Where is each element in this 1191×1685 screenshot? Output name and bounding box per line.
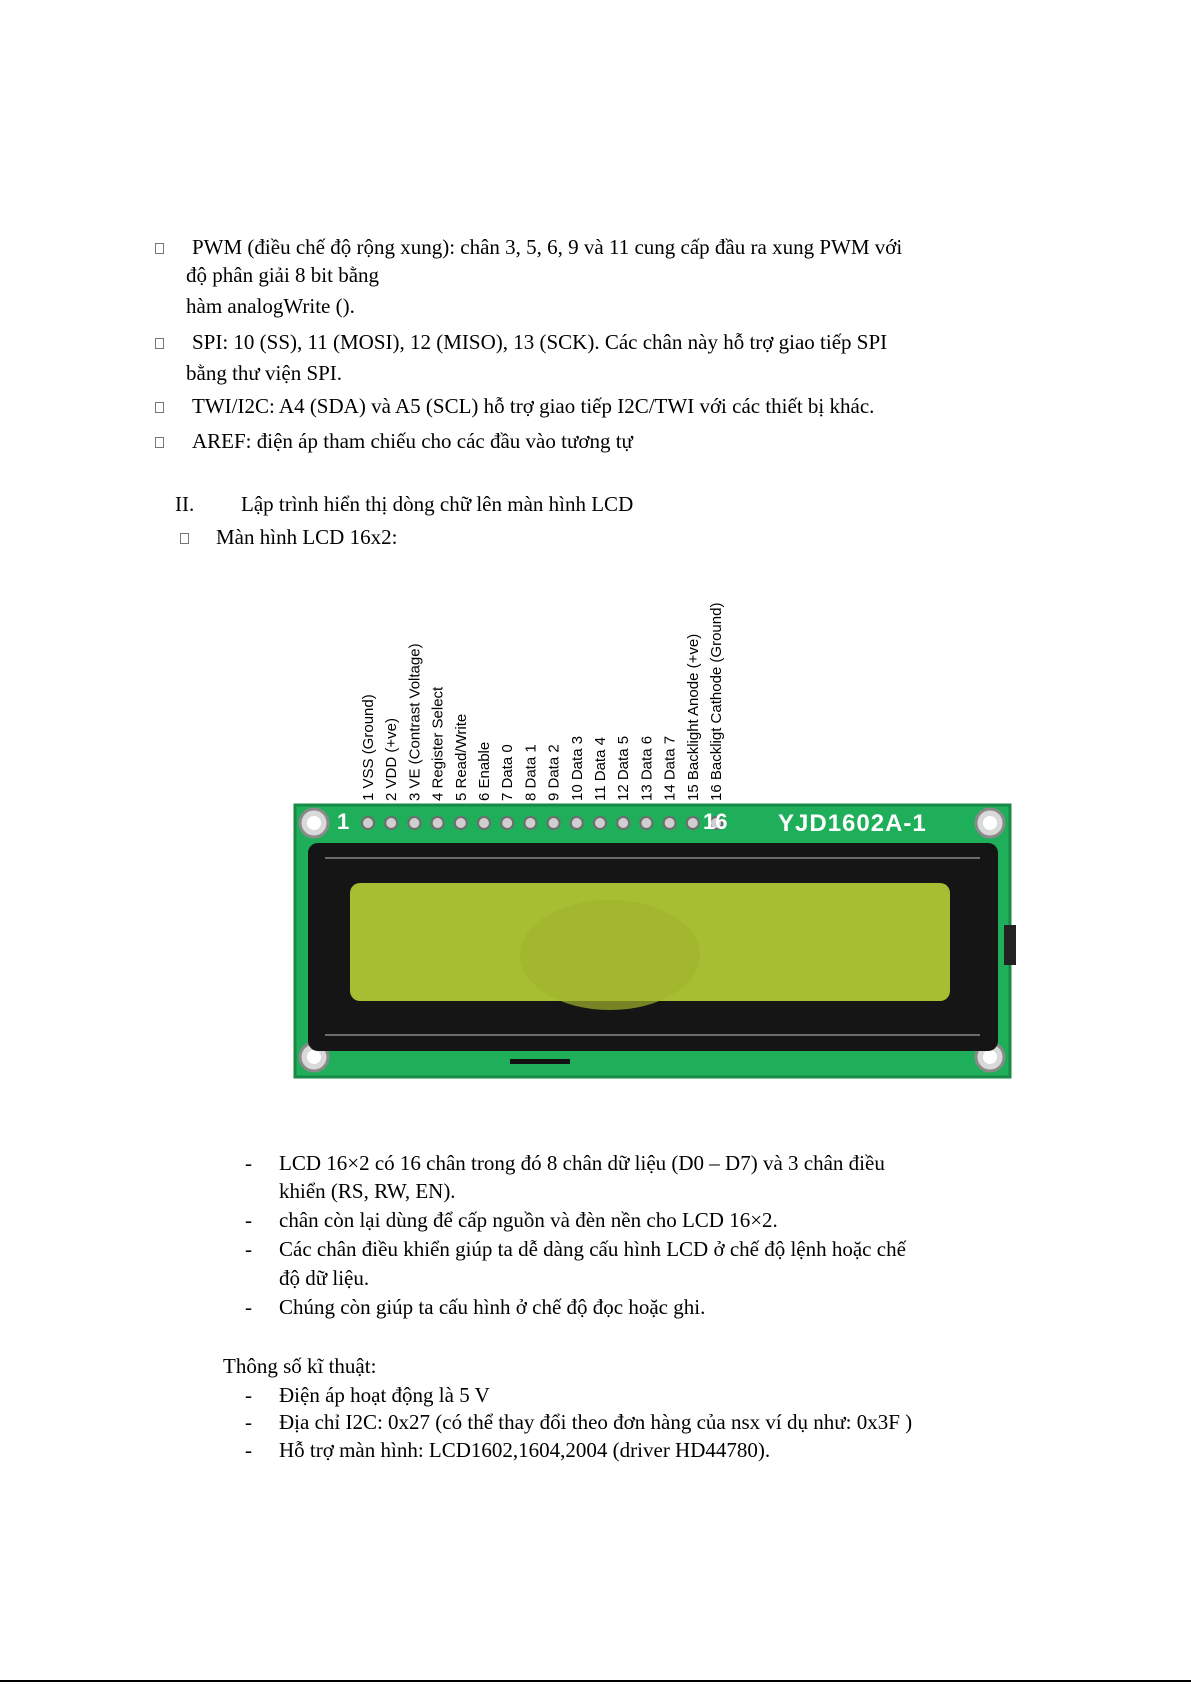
board-pin-first: 1 xyxy=(337,809,350,834)
pin-label-8: 8 Data 1 xyxy=(522,744,540,801)
lcd-point-text: Chúng còn giúp ta cấu hình ở chế độ đọc hoặc ghi. xyxy=(279,1295,706,1319)
lcd-module-figure xyxy=(290,565,1020,1080)
pin-label-16: 16 Backligt Cathode (Ground) xyxy=(708,602,725,801)
bullet-box-icon xyxy=(180,533,189,544)
lcd-point-text: Các chân điều khiển giúp ta dễ dàng cấu hình LCD ở chế độ lệnh hoặc chế xyxy=(279,1237,906,1261)
specs-heading: Thông số kĩ thuật: xyxy=(223,1354,377,1378)
pin-pad-11 xyxy=(594,817,606,829)
section-title: Lập trình hiển thị dòng chữ lên màn hình LCD xyxy=(241,492,634,516)
pin-label-group xyxy=(360,603,725,801)
bullet-box-icon xyxy=(155,402,164,413)
sub-bullet-text: Màn hình LCD 16x2: xyxy=(216,525,398,549)
pin-pad-1 xyxy=(362,817,374,829)
pin-label-13: 13 Data 6 xyxy=(638,735,656,801)
bullet-text: hàm analogWrite (). xyxy=(186,294,355,318)
pin-pad-8 xyxy=(524,817,536,829)
board-pin-last: 16 xyxy=(703,809,728,834)
pin-pad-9 xyxy=(548,817,560,829)
bottom-contacts xyxy=(510,1059,570,1064)
pin-pad-7 xyxy=(501,817,513,829)
bullet-text: SPI: 10 (SS), 11 (MOSI), 12 (MISO), 13 (SCK). Các chân này hỗ trợ giao tiếp SPI xyxy=(192,330,888,354)
bullet-text: TWI/I2C: A4 (SDA) và A5 (SCL) hỗ trợ giao tiếp I2C/TWI với các thiết bị khác. xyxy=(192,394,875,418)
dash-marker: - xyxy=(245,1295,252,1319)
dash-marker: - xyxy=(245,1208,252,1232)
dash-marker: - xyxy=(245,1410,252,1434)
lcd-point-text: độ dữ liệu. xyxy=(279,1266,370,1290)
pin-pad-10 xyxy=(571,817,583,829)
pin-label-10: 10 Data 3 xyxy=(568,735,586,801)
pin-pad-2 xyxy=(385,817,397,829)
pin-pad-4 xyxy=(432,817,444,829)
pin-label-6: 6 Enable xyxy=(476,741,493,801)
pin-pad-6 xyxy=(478,817,490,829)
spec-text: Điện áp hoạt động là 5 V xyxy=(279,1383,490,1407)
pin-label-11: 11 Data 4 xyxy=(592,737,609,801)
bullet-box-icon xyxy=(155,437,164,448)
pin-label-1: 1 VSS (Ground) xyxy=(360,694,377,801)
pin-pad-15 xyxy=(687,817,699,829)
pin-pad-14 xyxy=(664,817,676,829)
pin-label-4: 4 Register Select xyxy=(429,686,447,801)
lcd-point-text: khiển (RS, RW, EN). xyxy=(279,1179,456,1203)
bullet-box-icon xyxy=(155,243,164,254)
pin-pad-3 xyxy=(408,817,420,829)
dash-marker: - xyxy=(245,1438,252,1462)
bullet-text: bằng thư viện SPI. xyxy=(186,361,343,385)
pin-label-9: 9 Data 2 xyxy=(545,744,563,801)
pin-label-7: 7 Data 0 xyxy=(499,744,517,801)
pin-pad-12 xyxy=(617,817,629,829)
dash-marker: - xyxy=(245,1383,252,1407)
pin-label-3: 3 VE (Contrast Voltage) xyxy=(406,643,424,801)
pin-pad-5 xyxy=(455,817,467,829)
pin-label-12: 12 Data 5 xyxy=(615,735,633,801)
dash-marker: - xyxy=(245,1237,252,1261)
pin-label-2: 2 VDD (+ve) xyxy=(383,718,401,801)
pin-label-15: 15 Backlight Anode (+ve) xyxy=(684,633,702,801)
lcd-point-text: chân còn lại dùng để cấp nguồn và đèn nền cho LCD 16×2. xyxy=(279,1208,778,1232)
bullet-text: độ phân giải 8 bit bằng xyxy=(186,263,380,287)
lcd-point-text: LCD 16×2 có 16 chân trong đó 8 chân dữ liệu (D0 – D7) và 3 chân điều xyxy=(279,1151,885,1175)
spec-text: Địa chỉ I2C: 0x27 (có thể thay đổi theo đơn hàng của nsx ví dụ như: 0x3F ) xyxy=(279,1410,913,1434)
section-number: II. xyxy=(175,492,195,516)
spec-text: Hỗ trợ màn hình: LCD1602,1604,2004 (driver HD44780). xyxy=(279,1438,771,1462)
bullet-box-icon xyxy=(155,338,164,349)
page-bottom-rule xyxy=(0,1680,1191,1682)
bullet-text: AREF: điện áp tham chiếu cho các đầu vào tương tự xyxy=(192,429,633,453)
pin-pad-13 xyxy=(640,817,652,829)
bullet-text: PWM (điều chế độ rộng xung): chân 3, 5, 6, 9 và 11 cung cấp đầu ra xung PWM với xyxy=(192,235,903,259)
pin-label-5: 5 Read/Write xyxy=(452,713,470,801)
model-label: YJD1602A-1 xyxy=(778,810,927,837)
pin-label-14: 14 Data 7 xyxy=(661,735,679,801)
dash-marker: - xyxy=(245,1151,252,1175)
